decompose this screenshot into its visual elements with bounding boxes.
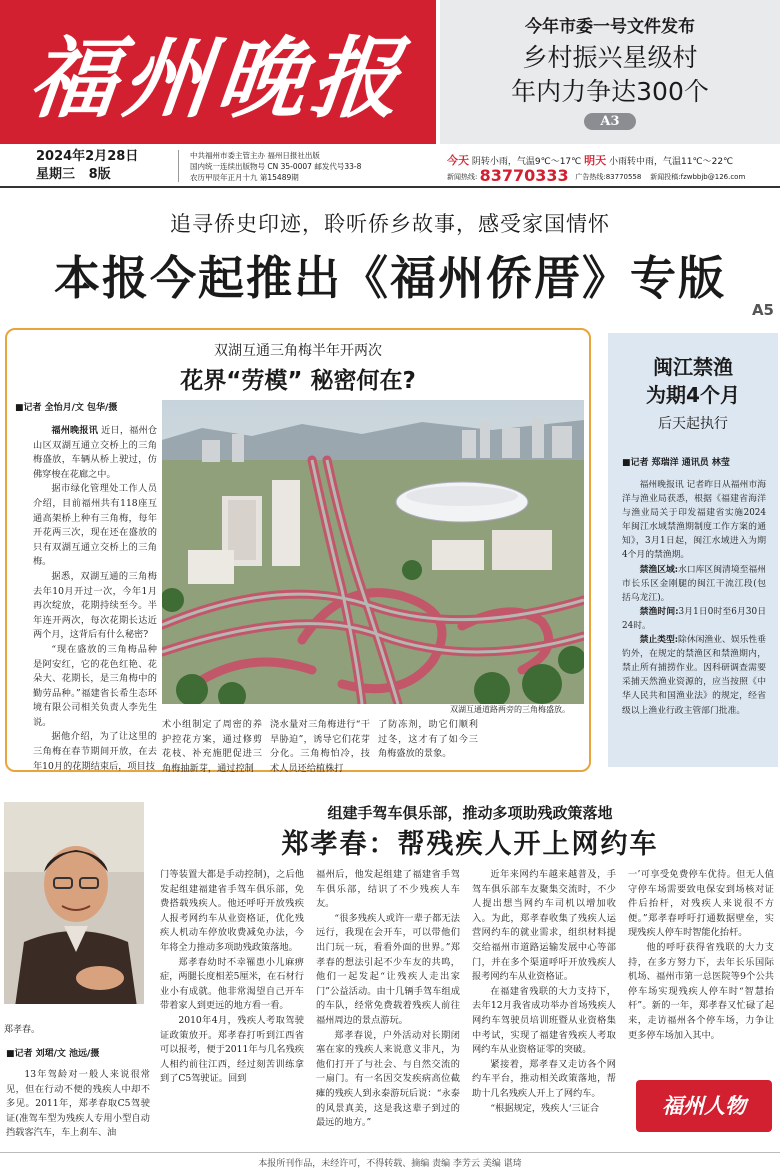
portrait-photo	[4, 802, 144, 1004]
teaser-page-badge: A3	[584, 113, 635, 130]
headline-teaser[interactable]	[440, 0, 780, 144]
news-email[interactable]: 新闻投稿:fzwbbjb@126.com	[650, 173, 746, 181]
article-paragraph: 2010年4月，残疾人考取驾驶证政策放开。郑孝春打听到江西省可以报考，便于2011年与几名残疾人相约前往江西，经过刻苦训练拿到了C5驾驶证。回到	[160, 1014, 304, 1085]
article-paragraph: 术小组制定了周密的养护控花方案，通过修剪花枝、补充施肥促进三角梅抽新芽，通过控制	[162, 719, 262, 774]
fishing-ban-header	[608, 333, 778, 433]
paragraph-text: 3月1日0时至6月30日24时。	[622, 606, 766, 631]
article-paragraph: “现在盛放的三角梅品种是阿安红，它的花色红艳、花朵大、花期长，是三角梅中的勤劳品种。”福建省长希生态环境有限公司相关负责人李先生说。	[33, 643, 157, 728]
article-paragraph: 13年驾龄对一般人来说很常见，但在行动不便的残疾人中却不多见。2011年，郑孝春取C5驾驶证(准驾车型为残疾人专用小型自动挡载客汽车，车上刹车、油	[6, 1069, 150, 1139]
article-title: 郑孝春：帮残疾人开上网约车	[281, 829, 659, 860]
publisher-line: 中共福州市委主管主办 福州日报社出版	[190, 151, 320, 160]
photo-caption: 双湖互通道路两旁的三角梅盛放。	[450, 705, 570, 714]
interchange-photo	[162, 400, 584, 712]
page-footer: 本报所刊作品，未经许可，不得转载、摘编 责编 李芳云 美编 谌琦	[0, 1152, 780, 1169]
lead-subtitle: 追寻侨史印迹，聆听侨乡故事，感受家国情怀	[170, 212, 610, 236]
weather-tomorrow-label: 明天	[584, 154, 607, 167]
article-column	[6, 1068, 150, 1141]
article-title: 为期4个月	[646, 383, 740, 407]
article-column	[378, 718, 478, 762]
publisher-line: 农历甲辰年正月十九 第15489期	[190, 173, 299, 182]
article-paragraph: 据市绿化管理处工作人员介绍，目前福州共有118座互通高架桥上种有三角梅，每年开花两三次，现在还在盛放的只有双湖互通立交桥上的三角梅。	[33, 483, 157, 568]
ad-hotline[interactable]: 广告热线:83770558	[575, 173, 642, 181]
fishing-ban-article	[608, 333, 778, 767]
article-paragraph: “很多残疾人或许一辈子都无法远行，我现在会开车，可以带他们出门玩一玩，看看外面的世界。”郑孝春的想法引起不少车友的共鸣，他们一起发起“让残疾人走出家门”公益活动。由十几辆手驾车组成的车队，经常免费载着残疾人前往福州周边的景点游玩。	[316, 912, 460, 1026]
paragraph-text: 近日，福州仓山区双湖互通立交桥上的三角梅盛放，车辆从桥上驶过，仿佛穿梭在花廊之中。	[33, 425, 158, 480]
label: 禁渔时间:	[639, 606, 679, 617]
masthead	[0, 0, 436, 144]
column-badge: 福州人物	[636, 1080, 772, 1132]
lead-page-ref: A5	[751, 301, 774, 319]
article-paragraph	[622, 605, 766, 633]
issue-date: 2024年2月28日	[36, 149, 139, 164]
article-byline: ■记者 郑瑞洋 通讯员 林莹	[622, 458, 730, 468]
issue-weekday: 星期三	[36, 167, 76, 182]
issue-info-bar	[0, 144, 780, 188]
lead-title: 本报今起推出《福州侨厝》专版	[54, 251, 726, 305]
article-title: 花界“劳模” 秘密何在?	[180, 368, 416, 394]
article-paragraph: 郑孝春幼时不幸罹患小儿麻痹症，两腿长度相差5厘米，在石材行业小有成就。他非常渴望自己开车带着家人到更远的地方看一看。	[160, 956, 304, 1012]
article-paragraph: 据他介绍，为了让这里的三角梅在春节期间开放，在去年10月的花期结束后，项目技	[33, 731, 157, 772]
article-paragraph: 浇水量对三角梅进行“干旱胁迫”，诱导它们花芽分化。三角梅怕冷，技术人员还给植株打	[270, 719, 370, 774]
divider	[0, 186, 780, 188]
news-hotline-number[interactable]: 83770333	[479, 166, 569, 185]
weather-today: 阴转小雨，气温9℃～17℃	[471, 157, 582, 167]
flower-article	[5, 328, 591, 772]
article-paragraph: 他的呼吁获得省残联的大力支持，在多方努力下，去年长乐国际机场、福州市第一总医院等9个公共停车场实现残疾人停车时“智慧抬杆”。新的一年，郑孝春又忙碌了起来，走访福州各个停车场，力争让更多停车场加入其中。	[628, 941, 774, 1041]
hotlines: 新闻热线: 83770333 广告热线:83770558 新闻投稿:fzwbbjb@126.com	[447, 166, 746, 185]
publisher-line: 国内统一连续出版物号 CN 35-0007 邮发代号33-8	[190, 162, 362, 171]
article-byline: ■记者 全怡月/文 包华/摄	[15, 403, 118, 413]
article-paragraph: 紧接着，郑孝春又走访各个网约车平台，推动相关政策落地，帮助十几名残疾人开上了网约车。	[472, 1058, 616, 1099]
bridge-photo-illustration	[162, 400, 584, 704]
article-column	[160, 868, 304, 1087]
article-paragraph: 福州晚报讯 近日，福州仓山区双湖互通立交桥上的三角梅盛放，车辆从桥上驶过，仿佛穿梭在花廊之中。	[33, 425, 158, 480]
lead-story[interactable]	[0, 208, 780, 319]
article-paragraph: 一’可享受免费停车优待。但无人值守停车场需要致电保安到场核对证件后抬杆，对残疾人来说很不方便。”郑孝春呼吁打通数据壁垒，实现残疾人停车时智能化抬杆。	[628, 869, 774, 939]
article-column	[628, 868, 774, 1043]
article-paragraph: “根据规定，残疾人‘三证合	[490, 1102, 600, 1114]
paragraph-text: 除休闲渔业、娱乐性垂钓外，在规定的禁渔区和禁渔期内，禁止所有捕捞作业。因科研调查需要采捕天然渔业资源的，应当按照《中华人民共和国渔业法》的规定，经省级以上渔业行政主管部门批准。	[622, 635, 767, 716]
article-column	[33, 424, 157, 774]
teaser-line-2: 年内力争达300个	[511, 77, 709, 106]
issue-edition: 8版	[88, 167, 111, 182]
teaser-line-1: 乡村振兴星级村	[522, 43, 698, 72]
label: 禁止类型:	[639, 635, 679, 646]
article-column	[270, 718, 370, 776]
label: 禁渔区域:	[639, 564, 679, 575]
article-paragraph: 福州晚报讯 记者昨日从福州市海洋与渔业局获悉，根据《福建省海洋与渔业局关于印发福建省实施2024年闽江水域禁渔期制度工作方案的通知》，3月1日起，闽江水域进入为期4个月的禁渔期。	[622, 480, 766, 561]
article-body	[608, 468, 778, 718]
article-title: 闽江禁渔	[653, 355, 733, 379]
article-paragraph: 福州后，他发起组建了福建省手驾车俱乐部，结识了不少残疾人车友。	[316, 869, 460, 910]
article-byline: ■记者 刘珺/文 池远/摄	[6, 1049, 100, 1059]
article-column	[162, 718, 262, 776]
portrait-illustration	[4, 802, 144, 1004]
weather-tomorrow: 小雨转中雨，气温11℃～22℃	[609, 157, 734, 167]
article-kicker: 组建手驾车俱乐部，推动多项助残政策落地	[327, 804, 613, 822]
article-kicker: 双湖互通三角梅半年开两次	[214, 343, 382, 359]
newspaper-logo: 福州晚报	[23, 26, 411, 130]
issue-date-block	[36, 148, 138, 184]
teaser-kicker: 今年市委一号文件发布	[525, 17, 695, 37]
paragraph-text: 水口库区闽清境至福州市长乐区金刚腿的闽江干流江段(包括乌龙江)。	[622, 564, 767, 603]
portrait-caption: 郑孝春。	[4, 1025, 41, 1035]
publisher-info	[190, 150, 361, 183]
article-paragraph: 了防冻剂，助它们顺利过冬，这才有了如今三角梅盛放的景象。	[378, 719, 478, 760]
article-paragraph: 据悉，双湖互通的三角梅去年10月开过一次，今年1月再次绽放，花期持续至今。半年连开两次，每次花期长达近两个月，这背后有什么秘密?	[33, 570, 157, 641]
article-paragraph: 在福建省残联的大力支持下，去年12月我省成功举办首场残疾人网约车驾驶员培训班暨从业资格集中考试，实现了福建省残疾人考取网约车从业资格证零的突破。	[472, 985, 616, 1056]
article-paragraph: 郑孝春说，户外活动对长期闭塞在家的残疾人来说意义非凡，为他们打开了与社会、与自然交流的一扇门。有一名因交发疾病高位截瘫的残疾人到永泰游玩后说：“永泰的风景真美，这是我这辈子到过的最远的地方。”	[316, 1029, 460, 1129]
article-paragraph: 近年来网约车越来越普及，手驾车俱乐部车友聚集交流时，不少人提出想当网约车司机以增加收入。为此，郑孝春收集了残疾人运营网约车的就业需求，组织材料提交给福州市道路运输发展中心等部门，并在多个渠道呼吁开放残疾人报考网约车从业资格证。	[472, 869, 616, 983]
divider	[178, 150, 179, 182]
article-subtitle: 后天起执行	[658, 416, 728, 432]
article-paragraph	[622, 563, 766, 605]
weather-today-label: 今天	[447, 154, 469, 167]
article-paragraph	[622, 633, 766, 718]
article-column	[472, 868, 616, 1116]
article-paragraph: 门等装置大都是手动控制)，之后他发起组建福建省手驾车俱乐部，免费搭载残疾人。他还呼吁开放残疾人报考网约车从业资格证，优化残疾人机动车停放收费减免办法，今年将全力推动多项助残政策落地。	[160, 869, 304, 953]
news-hotline-label: 新闻热线	[447, 173, 475, 181]
article-column	[316, 868, 460, 1131]
